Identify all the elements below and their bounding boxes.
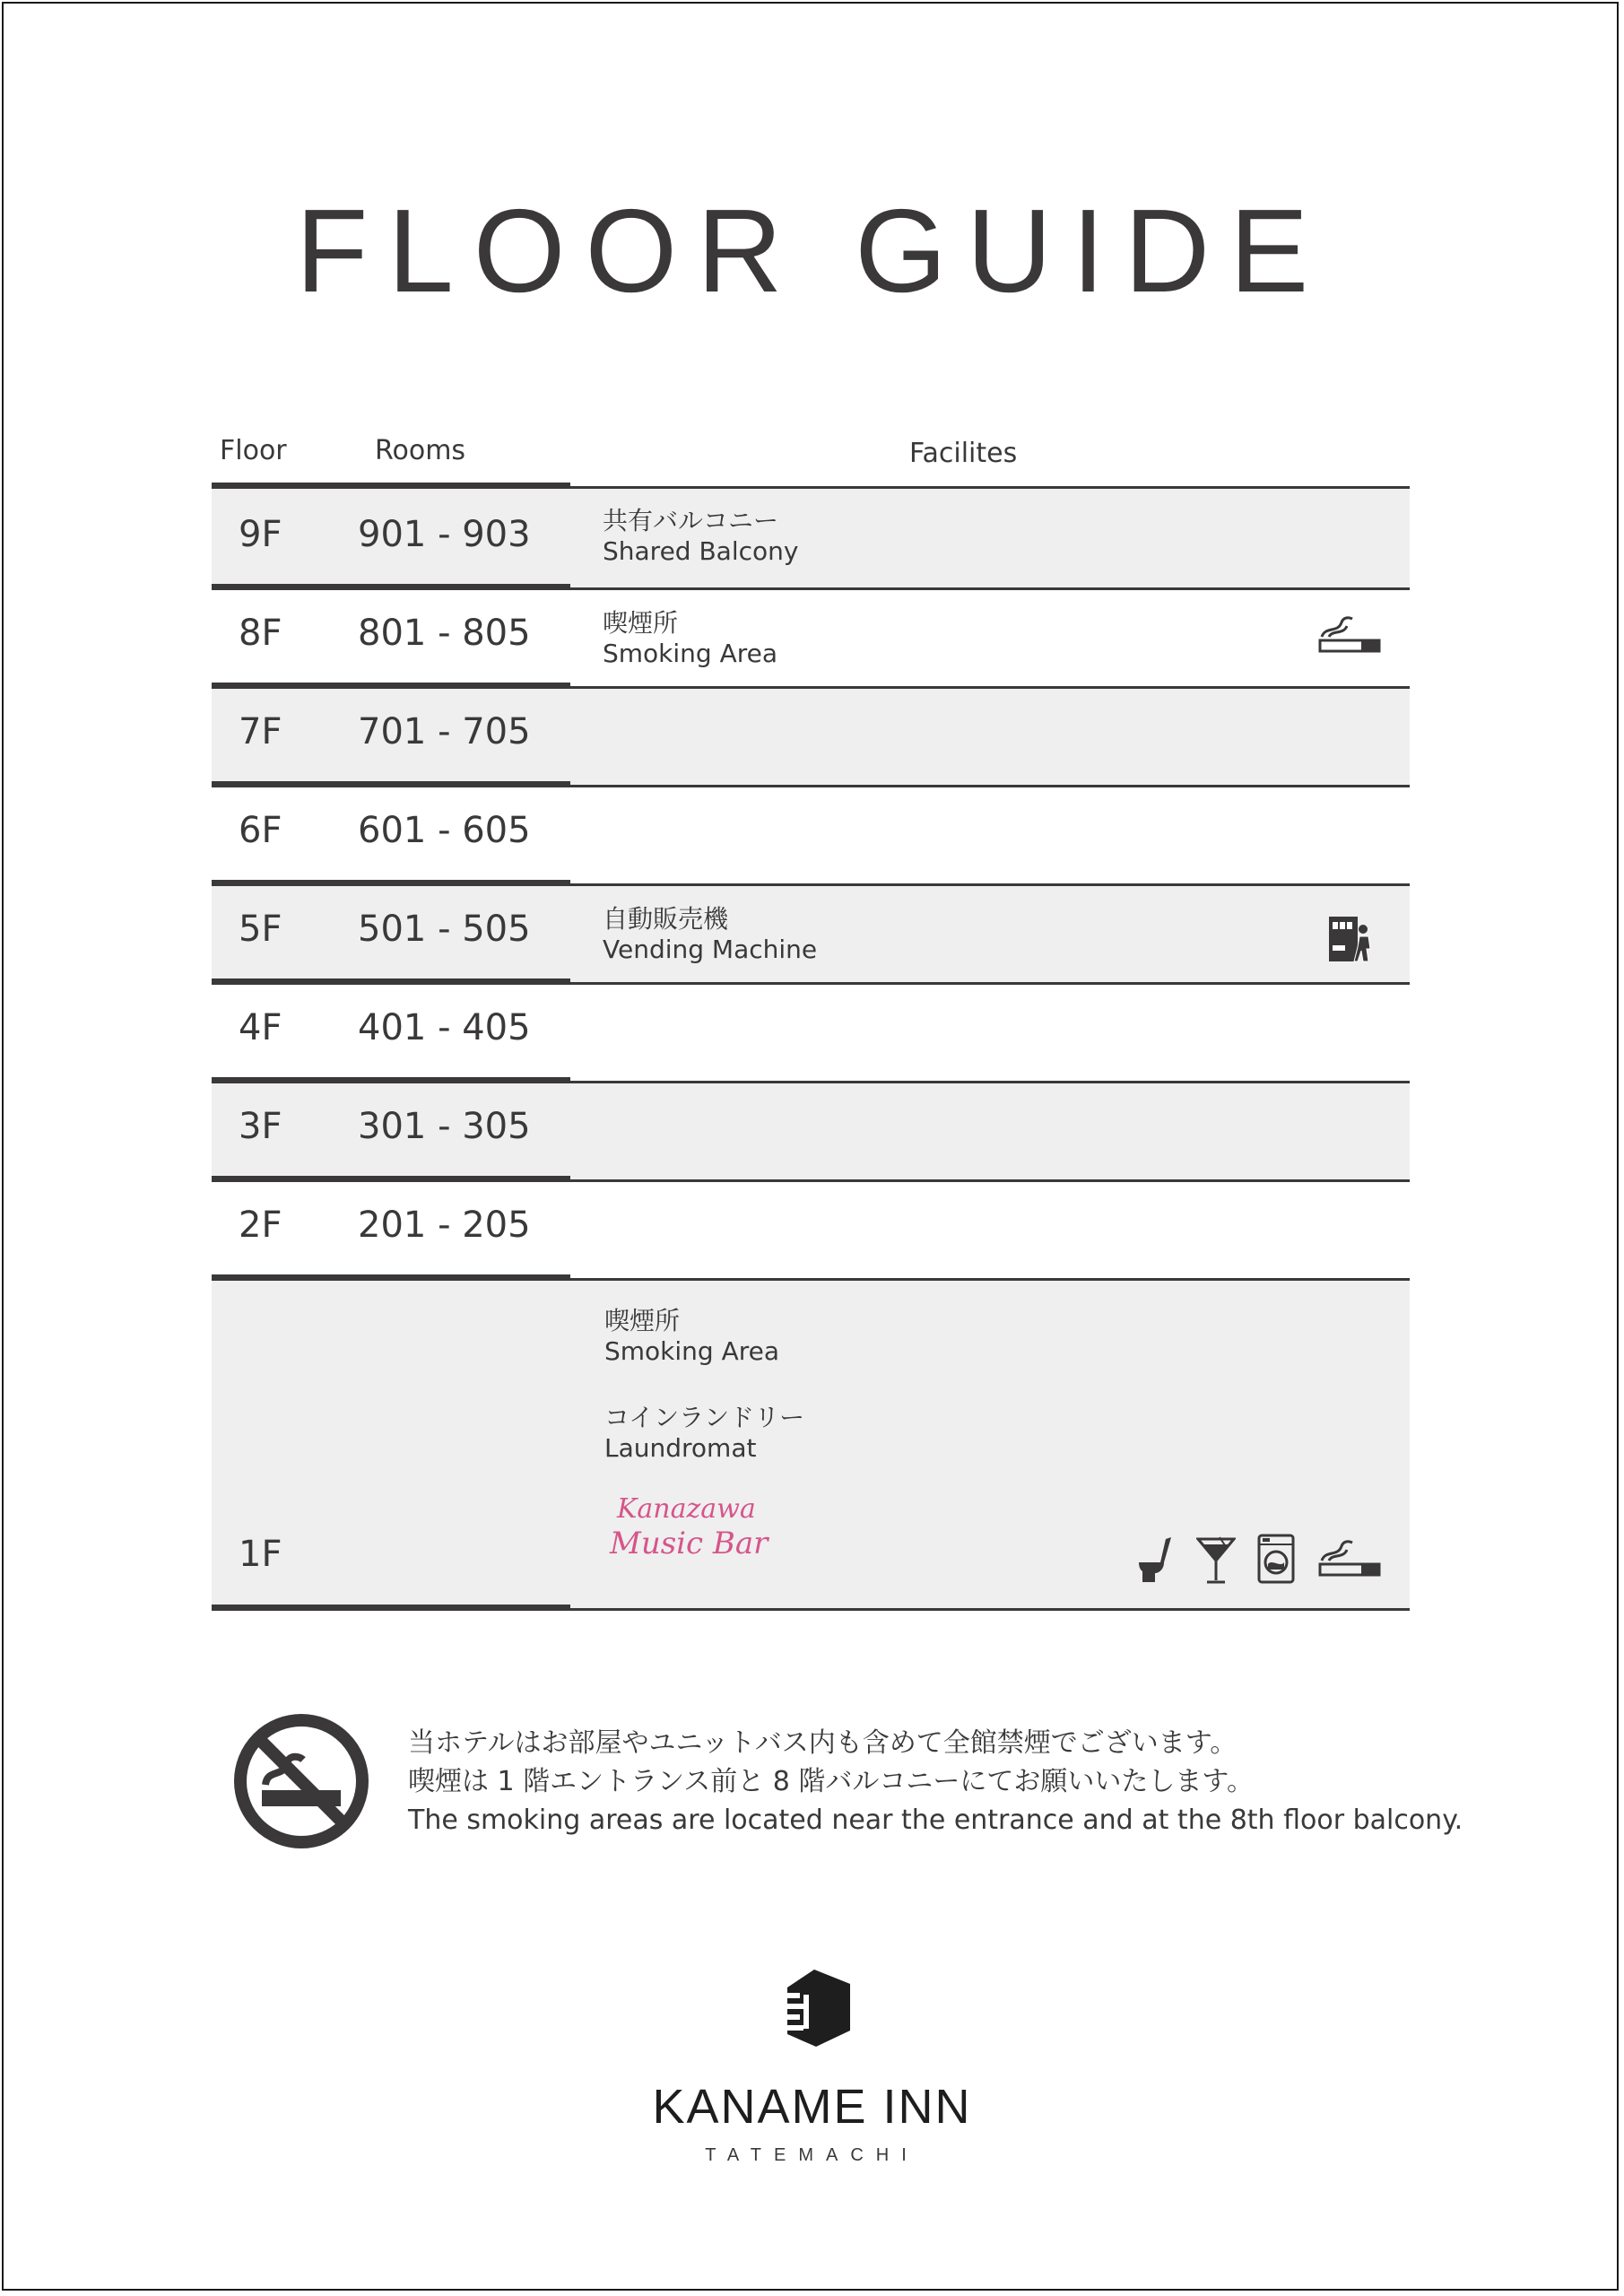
facility-en: Smoking Area: [604, 1336, 780, 1366]
vending-machine-icon: [1327, 915, 1374, 963]
no-smoking-icon: [231, 1711, 371, 1851]
table-row-2f: [212, 1182, 1410, 1281]
header-facilities: Facilites: [909, 438, 1018, 469]
table-row-4f: [212, 985, 1410, 1083]
rooms-label: 901 - 903: [358, 514, 531, 555]
facility-en: Shared Balcony: [603, 536, 799, 566]
table-row-3f: [212, 1083, 1410, 1182]
facility-label: [603, 608, 777, 669]
rooms-label: 501 - 505: [358, 909, 531, 950]
smoking-icon: [1316, 613, 1381, 658]
facility-jp: 共有バルコニー: [603, 506, 779, 535]
table-row-6f: [212, 787, 1410, 886]
notice-line-jp-1: 当ホテルはお部屋やユニットバス内も含めて全館禁煙でございます。: [408, 1727, 1238, 1759]
floor-label: 7F: [239, 711, 282, 752]
floor-label: 6F: [239, 810, 282, 851]
table-row-1f: [212, 1281, 1410, 1611]
facility-en: Smoking Area: [603, 639, 778, 668]
floor-label: 3F: [239, 1106, 282, 1147]
table-row-8f: [212, 590, 1410, 689]
toilet-icon: [1137, 1535, 1175, 1584]
rooms-label: 301 - 305: [358, 1106, 531, 1147]
facility-label: [603, 506, 798, 567]
facility-jp: 喫煙所: [604, 1306, 681, 1335]
floor-label: 9F: [239, 514, 282, 555]
facility-jp: 自動販売機: [603, 904, 729, 934]
table-row-7f: [212, 689, 1410, 787]
rooms-label: 601 - 605: [358, 810, 531, 851]
facility-label: [604, 1403, 804, 1464]
table-top-line: [212, 483, 570, 489]
brand-subtitle: TATEMACHI: [705, 2145, 919, 2165]
facility-en: Vending Machine: [603, 935, 818, 964]
facility-jp: 喫煙所: [603, 608, 679, 638]
rooms-label: 801 - 805: [358, 613, 531, 654]
table-row-9f: [212, 489, 1410, 590]
page-title: FLOOR GUIDE: [295, 185, 1329, 317]
brand-name: KANAME INN: [652, 2080, 972, 2134]
floor-label: 8F: [239, 613, 282, 654]
notice-line-jp-2: 喫煙は 1 階エントランス前と 8 階バルコニーにてお願いいたします。: [408, 1766, 1255, 1797]
notice-text: [408, 1724, 1463, 1839]
cocktail-icon: [1196, 1535, 1236, 1586]
table-row-5f: [212, 886, 1410, 985]
floor-label: 1F: [239, 1534, 282, 1575]
building-logo-icon: [780, 1968, 854, 2048]
floor-label: 4F: [239, 1007, 282, 1048]
floor-label: 5F: [239, 909, 282, 950]
washing-machine-icon: [1257, 1534, 1295, 1584]
music-bar-logo: Kanazawa Music Bar: [610, 1493, 769, 1561]
rooms-label: 401 - 405: [358, 1007, 531, 1048]
facility-en: Laundromat: [604, 1433, 757, 1463]
smoking-icon: [1316, 1537, 1381, 1582]
notice-line-en: The smoking areas are located near the entrance and at the 8th floor balcony.: [408, 1805, 1463, 1836]
header-rooms: Rooms: [375, 435, 466, 466]
rooms-label: 701 - 705: [358, 711, 531, 752]
facility-label: [604, 1306, 779, 1367]
facility-label: [603, 904, 817, 965]
rooms-label: 201 - 205: [358, 1205, 531, 1246]
floor-label: 2F: [239, 1205, 282, 1246]
header-floor: Floor: [220, 435, 287, 466]
facility-jp: コインランドリー: [604, 1403, 805, 1432]
